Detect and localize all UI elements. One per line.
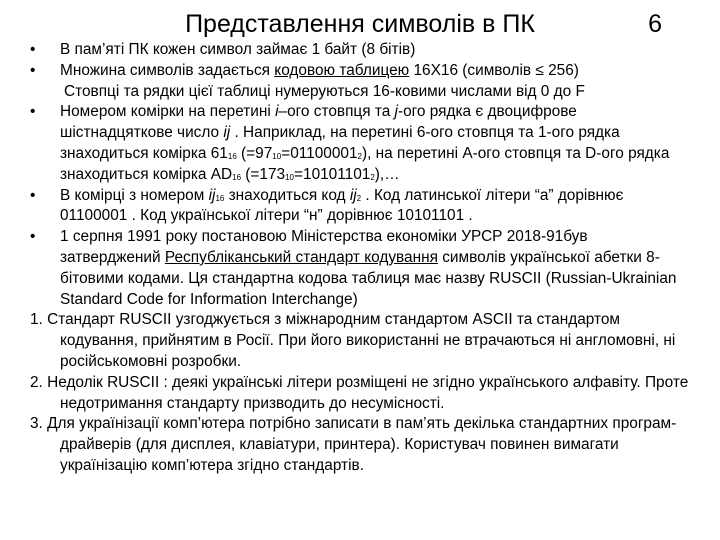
code-table-link[interactable]: кодовою таблицею: [274, 61, 410, 79]
slide-number: 6: [648, 10, 662, 38]
numbered-item: [30, 373, 690, 415]
bullet-text: –ого стовпця та: [278, 103, 395, 121]
numbered-item: [30, 414, 690, 476]
bullet-text: 1 серпня 1991 року постановою Міністерства економіки УРСР 2018-91був затверджений: [60, 228, 588, 266]
italic-var: ij: [349, 186, 357, 204]
bullet-mark: •: [30, 103, 36, 121]
item-text: Для українізації комп’ютера потрібно записати в пам’ять декілька стандартних програм-драйверів (для дисплея, клавіатури, принтера). Користувач повинен вимагати українізацію комп’ютера згідно стандартів.: [42, 415, 677, 474]
bullet-text: ), на перетині А-ого стовпця та D-ого рядка знаходиться комірка AD: [60, 144, 670, 183]
bullet-text: символів української абетки 8-бітовими кодами. Ця стандартна кодова таблиця має назву RUSCII (Russian-Ukrainian Standard Code for Information Interchange): [60, 248, 677, 308]
item-text: Стандарт RUSCII узгоджується з міжнародним стандартом ASCII та стандартом кодування, прийнятим в Росії. При його використанні не втрачаються ні англомовні, ні російськомовні розробки.: [42, 311, 676, 370]
item-number: 1.: [30, 311, 43, 329]
bullet-text: знаходиться код: [224, 186, 350, 204]
numbered-item: [30, 310, 690, 372]
bullet-mark: •: [30, 186, 36, 204]
bullet-text: Стовпці та рядки цієї таблиці нумеруються 16-ковими числами від 0 до F: [64, 82, 585, 100]
bullet-text: =01100001: [281, 144, 358, 162]
item-number: 2.: [30, 373, 43, 391]
bullet-text: 16Х16 (символів ≤ 256): [409, 61, 579, 79]
subscript: 2: [356, 193, 362, 203]
bullet-text: Номером комірки на перетині: [60, 103, 276, 121]
bullet-text: (=97: [236, 144, 273, 162]
subscript: 16: [215, 193, 225, 203]
subscript: 2: [357, 151, 362, 161]
subscript: 16: [232, 172, 242, 182]
italic-var: ij: [223, 124, 231, 142]
subscript: 10: [272, 151, 282, 161]
standard-link[interactable]: Республіканський стандарт кодування: [164, 248, 438, 266]
bullet-text: (=173: [241, 165, 286, 183]
bullet-text: Множина символів задається: [60, 61, 275, 79]
bullet-text: -ого рядка є двоцифрове шістнадцяткове число: [60, 103, 577, 142]
item-number: 3.: [30, 415, 43, 433]
subscript: 2: [370, 172, 375, 182]
bullet-text: =10101101: [294, 165, 371, 183]
bullet-mark: •: [30, 41, 36, 58]
bullet-item: [30, 61, 690, 103]
bullet-text: В пам’яті ПК кожен символ займає 1 байт (8 бітів): [60, 41, 416, 58]
italic-var: i: [275, 103, 279, 121]
bullet-mark: •: [30, 228, 36, 246]
slide-content: [30, 40, 690, 477]
bullet-text: . Код латинської літери “а” дорівнює 01100001 . Код української літери “н” дорівнює 10101101 .: [60, 186, 624, 225]
bullet-item: [30, 102, 690, 185]
italic-var: j: [394, 103, 398, 121]
subscript: 10: [285, 172, 295, 182]
italic-var: ij: [208, 186, 216, 204]
bullet-text: . Наприклад, на перетині 6-ого стовпця та 1-ого рядка знаходиться комірка 61: [60, 124, 620, 162]
subscript: 16: [227, 151, 237, 161]
bullet-item: [30, 227, 690, 310]
item-text: Недолік RUSCII : деякі українські літери розміщені не згідно українського алфавіту. Проте недотримання стандарту призводить до несумісності.: [42, 373, 689, 412]
bullet-item: [30, 186, 690, 228]
bullet-item: [30, 40, 690, 61]
bullet-text: В комірці з номером: [60, 186, 209, 204]
bullet-mark: •: [30, 61, 36, 79]
slide-title: Представлення символів в ПК: [185, 10, 535, 38]
bullet-text: ),…: [374, 165, 400, 183]
